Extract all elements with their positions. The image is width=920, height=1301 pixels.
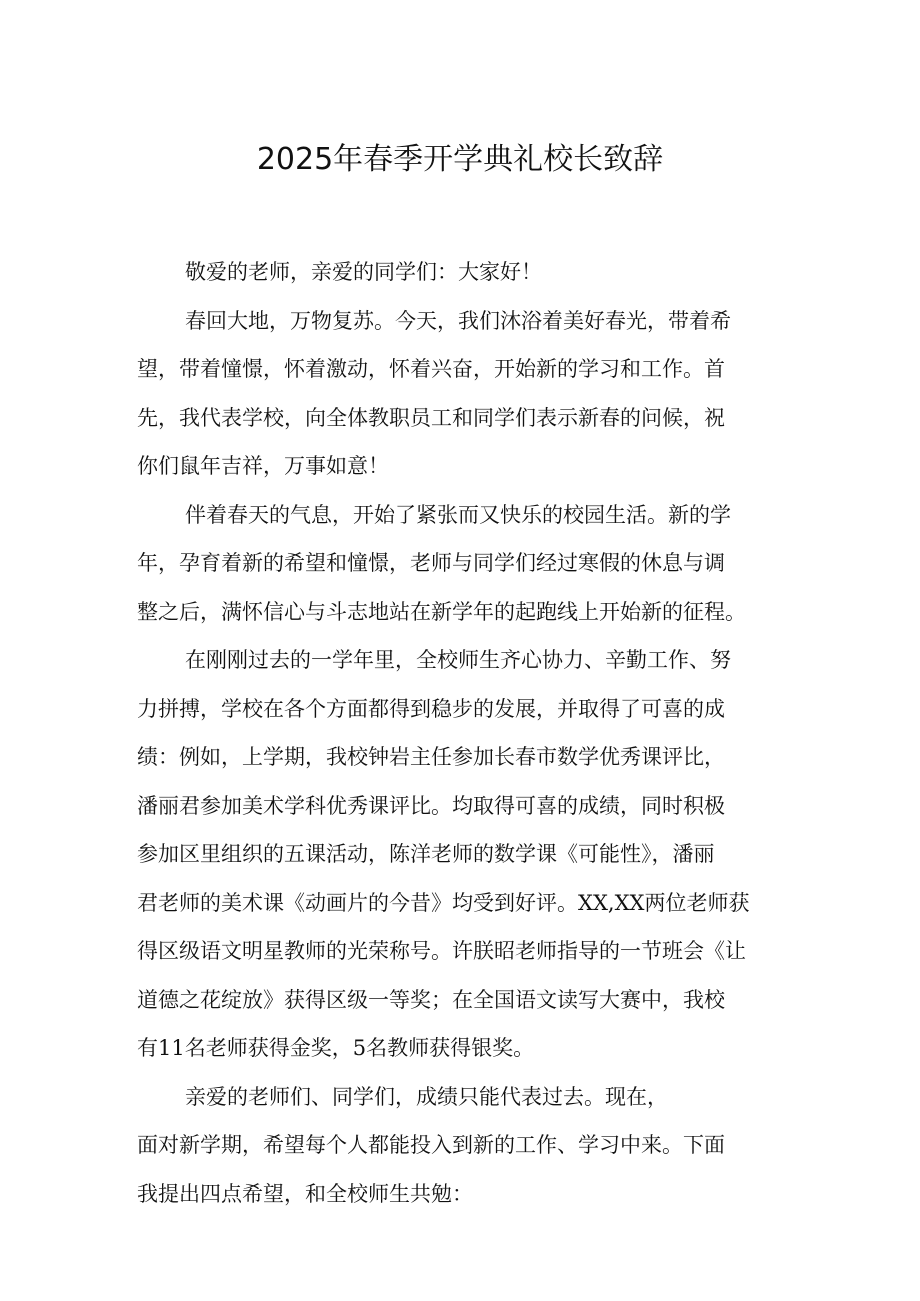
- text-line: 绩：例如，上学期，我校钟岩主任参加长春市数学优秀课评比，: [137, 745, 725, 769]
- text-line: 年，孕育着新的希望和憧憬，老师与同学们经过寒假的休息与调: [137, 551, 725, 575]
- text-line: 力拼搏，学校在各个方面都得到稳步的发展，并取得了可喜的成: [137, 696, 725, 721]
- text-line: 我提出四点希望，和全校师生共勉：: [137, 1181, 473, 1206]
- text-line: 在刚刚过去的一学年里，全校师生齐心协力、辛勤工作、努: [185, 648, 731, 672]
- text-line: 参加区里组织的五课活动，陈洋老师的数学课《可能性》，潘丽: [137, 842, 715, 866]
- text-line: 面对新学期，希望每个人都能投入到新的工作、学习中来。下面: [137, 1133, 725, 1157]
- text-line: 整之后，满怀信心与斗志地站在新学年的起跑线上开始新的征程。: [137, 599, 746, 624]
- text-line: 敬爱的老师，亲爱的同学们：大家好！: [185, 260, 542, 284]
- text-line: 伴着春天的气息，开始了紧张而又快乐的校园生活。新的学: [185, 502, 731, 527]
- text-line: 你们鼠年吉祥，万事如意！: [137, 454, 389, 478]
- text-line: 先，我代表学校，向全体教职员工和同学们表示新春的问候，祝: [137, 405, 725, 430]
- document-title: 2025年春季开学典礼校长致辞: [256, 142, 664, 177]
- text-line: 得区级语文明星教师的光荣称号。许朕昭老师指导的一节班会《让: [137, 939, 746, 963]
- text-line: 春回大地，万物复苏。今天，我们沐浴着美好春光，带着希: [185, 308, 731, 333]
- text-line: 亲爱的老师们、同学们，成绩只能代表过去。现在，: [185, 1084, 668, 1109]
- text-line: 望，带着憧憬，怀着激动，怀着兴奋，开始新的学习和工作。首: [137, 357, 725, 381]
- text-line: 潘丽君参加美术学科优秀课评比。均取得可喜的成绩，同时积极: [137, 793, 725, 818]
- text-line: 道德之花绽放》获得区级一等奖；在全国语文读写大赛中，我校: [137, 987, 725, 1012]
- document-body: [137, 248, 793, 1218]
- text-line: 君老师的美术课《动画片的今昔》均受到好评。XX,XX两位老师获: [137, 890, 750, 915]
- text-line: 有11名老师获得金奖，5名教师获得银奖。: [137, 1036, 535, 1060]
